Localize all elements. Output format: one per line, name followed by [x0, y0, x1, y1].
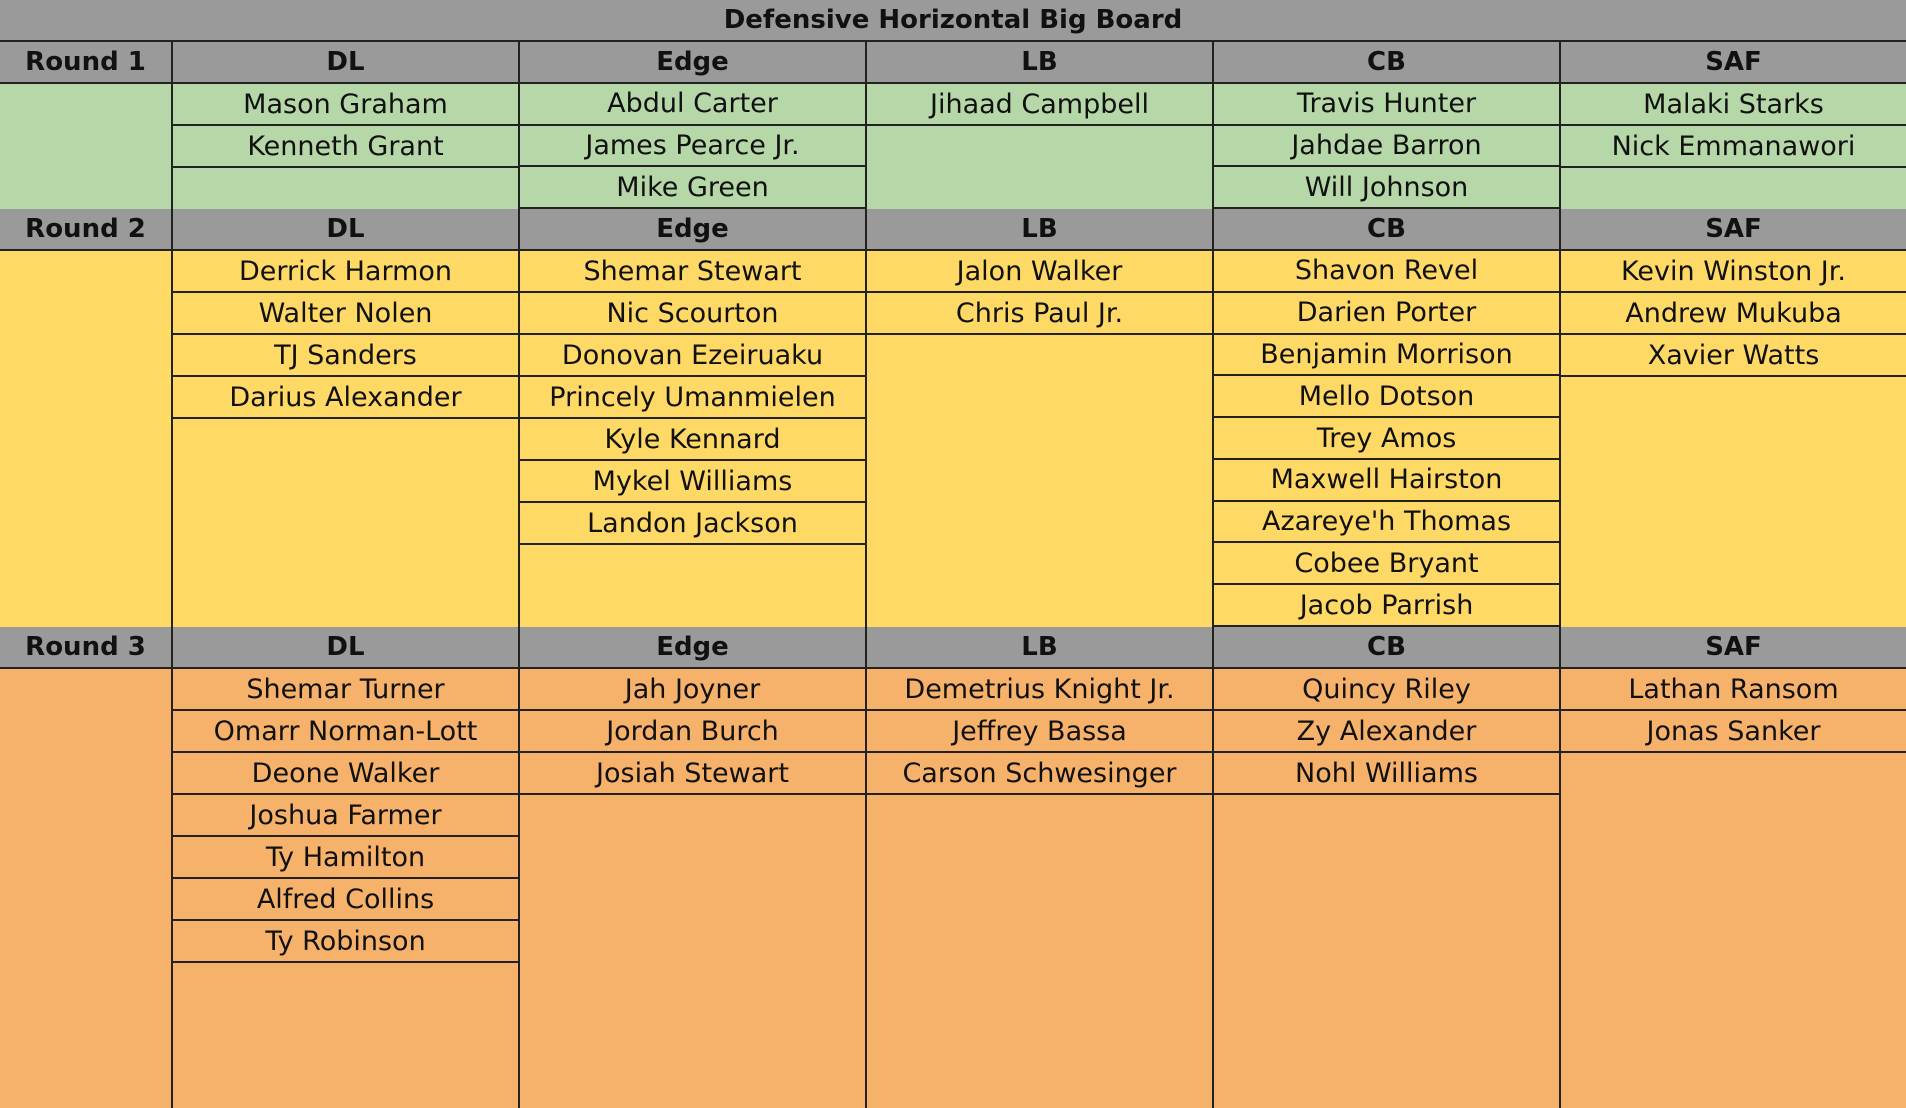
player-cell[interactable]: Mello Dotson [1214, 376, 1559, 418]
player-cell[interactable]: Ty Robinson [173, 921, 518, 963]
player-cell[interactable]: Kevin Winston Jr. [1561, 251, 1906, 293]
player-cell[interactable]: Zy Alexander [1214, 711, 1559, 753]
player-cell[interactable]: Ty Hamilton [173, 837, 518, 879]
player-column-cb [1214, 84, 1561, 209]
position-header-cb: CB [1214, 209, 1561, 251]
round-label: Round 1 [0, 42, 173, 84]
player-cell[interactable]: Landon Jackson [520, 503, 865, 545]
player-cell[interactable]: Chris Paul Jr. [867, 293, 1212, 335]
player-cell[interactable]: Cobee Bryant [1214, 543, 1559, 585]
player-column-lb [867, 84, 1214, 209]
position-header-saf: SAF [1561, 42, 1906, 84]
round-label: Round 3 [0, 627, 173, 669]
player-cell[interactable]: Travis Hunter [1214, 84, 1559, 126]
position-header-cb: CB [1214, 42, 1561, 84]
player-column-saf [1561, 669, 1906, 1108]
player-cell[interactable]: Demetrius Knight Jr. [867, 669, 1212, 711]
position-header-dl: DL [173, 42, 520, 84]
player-cell[interactable]: Princely Umanmielen [520, 377, 865, 419]
player-cell[interactable]: Omarr Norman-Lott [173, 711, 518, 753]
player-cell[interactable]: Donovan Ezeiruaku [520, 335, 865, 377]
position-header-lb: LB [867, 627, 1214, 669]
player-cell[interactable]: Jeffrey Bassa [867, 711, 1212, 753]
player-cell[interactable]: Benjamin Morrison [1214, 335, 1559, 377]
player-cell[interactable]: Maxwell Hairston [1214, 460, 1559, 502]
player-cell[interactable]: Will Johnson [1214, 167, 1559, 209]
round-label-area [0, 669, 173, 1108]
player-cell[interactable]: Mason Graham [173, 84, 518, 126]
player-cell[interactable]: Joshua Farmer [173, 795, 518, 837]
player-column-edge [520, 251, 867, 627]
player-cell[interactable]: Jordan Burch [520, 711, 865, 753]
player-cell[interactable]: Andrew Mukuba [1561, 293, 1906, 335]
player-cell[interactable]: Malaki Starks [1561, 84, 1906, 126]
round-label-area [0, 251, 173, 627]
position-header-dl: DL [173, 627, 520, 669]
player-cell[interactable]: Jahdae Barron [1214, 126, 1559, 168]
player-column-edge [520, 84, 867, 209]
position-header-saf: SAF [1561, 627, 1906, 669]
player-cell[interactable]: Alfred Collins [173, 879, 518, 921]
player-column-cb [1214, 669, 1561, 1108]
player-column-cb [1214, 251, 1561, 627]
player-cell[interactable]: Jacob Parrish [1214, 585, 1559, 627]
player-cell[interactable]: Darius Alexander [173, 377, 518, 419]
player-cell[interactable]: Quincy Riley [1214, 669, 1559, 711]
player-column-dl [173, 84, 520, 209]
player-cell[interactable]: TJ Sanders [173, 335, 518, 377]
player-cell[interactable]: Shavon Revel [1214, 251, 1559, 293]
player-cell[interactable]: Darien Porter [1214, 293, 1559, 335]
player-cell[interactable]: Nick Emmanawori [1561, 126, 1906, 168]
player-cell[interactable]: James Pearce Jr. [520, 126, 865, 168]
board-title: Defensive Horizontal Big Board [0, 0, 1906, 42]
player-cell[interactable]: Jonas Sanker [1561, 711, 1906, 753]
position-header-cb: CB [1214, 627, 1561, 669]
player-column-saf [1561, 84, 1906, 209]
position-header-dl: DL [173, 209, 520, 251]
player-cell[interactable]: Trey Amos [1214, 418, 1559, 460]
player-cell[interactable]: Carson Schwesinger [867, 753, 1212, 795]
position-header-lb: LB [867, 209, 1214, 251]
player-cell[interactable]: Josiah Stewart [520, 753, 865, 795]
position-header-saf: SAF [1561, 209, 1906, 251]
player-column-dl [173, 251, 520, 627]
player-cell[interactable]: Lathan Ransom [1561, 669, 1906, 711]
player-cell[interactable]: Kenneth Grant [173, 126, 518, 168]
position-header-edge: Edge [520, 209, 867, 251]
player-cell[interactable]: Deone Walker [173, 753, 518, 795]
position-header-lb: LB [867, 42, 1214, 84]
position-header-edge: Edge [520, 42, 867, 84]
round-label: Round 2 [0, 209, 173, 251]
player-cell[interactable]: Abdul Carter [520, 84, 865, 126]
player-cell[interactable]: Nohl Williams [1214, 753, 1559, 795]
player-column-saf [1561, 251, 1906, 627]
player-cell[interactable]: Mykel Williams [520, 461, 865, 503]
player-column-dl [173, 669, 520, 1108]
player-cell[interactable]: Shemar Turner [173, 669, 518, 711]
player-cell[interactable]: Xavier Watts [1561, 335, 1906, 377]
player-cell[interactable]: Jah Joyner [520, 669, 865, 711]
player-column-lb [867, 669, 1214, 1108]
player-cell[interactable]: Jalon Walker [867, 251, 1212, 293]
player-cell[interactable]: Azareye'h Thomas [1214, 502, 1559, 544]
position-header-edge: Edge [520, 627, 867, 669]
player-cell[interactable]: Kyle Kennard [520, 419, 865, 461]
player-cell[interactable]: Walter Nolen [173, 293, 518, 335]
player-cell[interactable]: Shemar Stewart [520, 251, 865, 293]
player-cell[interactable]: Jihaad Campbell [867, 84, 1212, 126]
player-column-edge [520, 669, 867, 1108]
player-cell[interactable]: Mike Green [520, 167, 865, 209]
round-label-area [0, 84, 173, 209]
player-column-lb [867, 251, 1214, 627]
player-cell[interactable]: Derrick Harmon [173, 251, 518, 293]
player-cell[interactable]: Nic Scourton [520, 293, 865, 335]
